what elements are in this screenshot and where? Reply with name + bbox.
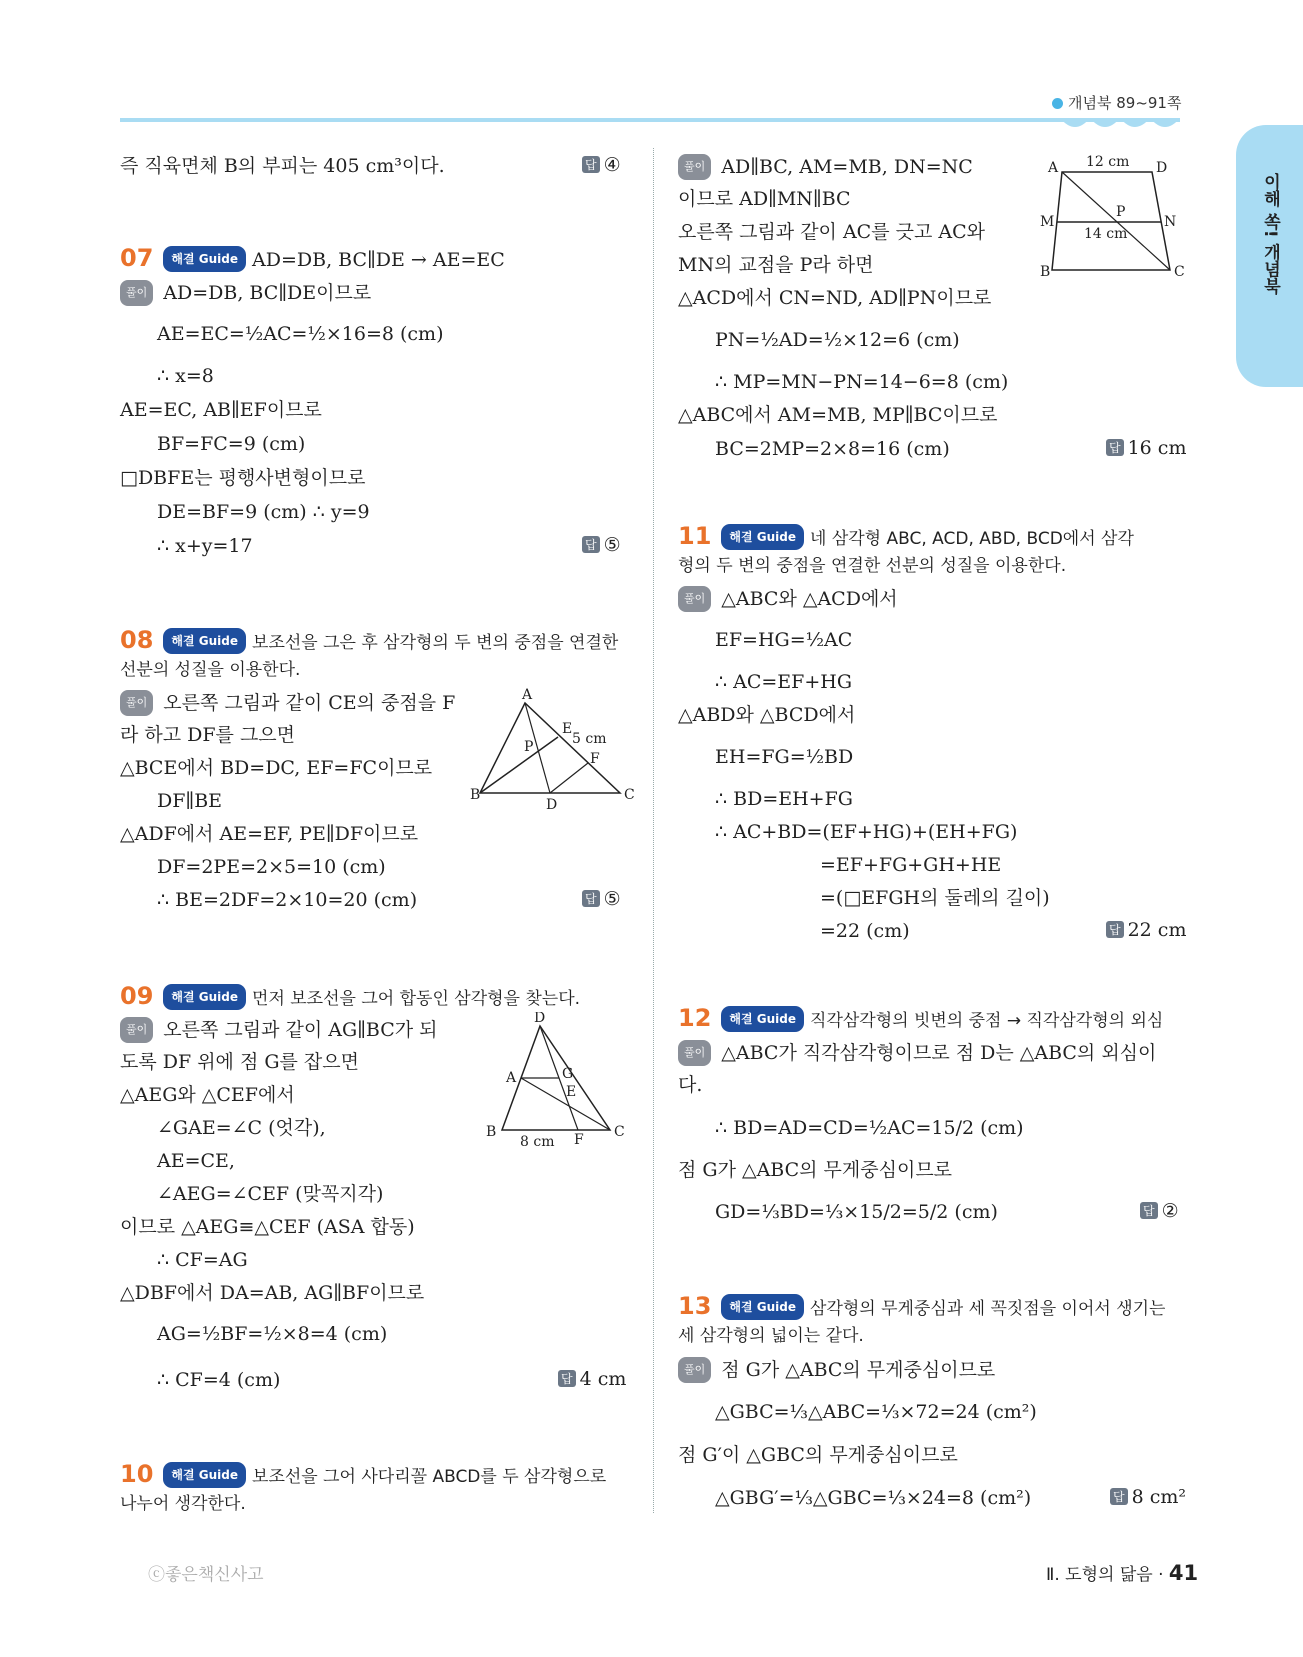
solution-line: 라 하고 DF를 그으면 — [120, 724, 296, 746]
solution-line: ∴ AC=EF+HG — [715, 671, 853, 693]
solution-line: ∠GAE=∠C (엇각), — [157, 1117, 326, 1139]
solution-line: AG=½BF=½×8=4 (cm) — [157, 1323, 388, 1345]
vertex-label: F — [590, 751, 600, 767]
answer-icon: 답 — [558, 1370, 576, 1387]
solution-line: △AEG와 △CEF에서 — [120, 1084, 295, 1106]
answer-icon: 답 — [582, 536, 600, 553]
solution-badge: 풀이 — [678, 1040, 711, 1066]
question-number: 13 — [678, 1292, 712, 1320]
answer-icon: 답 — [582, 156, 600, 173]
header-rule — [120, 118, 1180, 122]
vertex-label: D — [1156, 160, 1168, 176]
solution-line: ∴ BD=AD=CD=½AC=15/2 (cm) — [715, 1117, 1024, 1139]
solution-line: 도록 DF 위에 점 G를 잡으면 — [120, 1051, 359, 1073]
solution-line: ∴ MP=MN−PN=14−6=8 (cm) — [715, 371, 1009, 393]
solution-text: △ABC와 △ACD에서 — [721, 588, 898, 610]
answer-value: 16 cm — [1127, 437, 1187, 459]
solution-line: AE=EC=½AC=½×16=8 (cm) — [157, 323, 444, 345]
vertex-label: D — [546, 797, 558, 810]
solution-line: BF=FC=9 (cm) — [157, 433, 306, 455]
answer-icon: 답 — [1106, 921, 1124, 938]
solution-line: △BCE에서 BD=DC, EF=FC이므로 — [120, 757, 433, 779]
guide-text: AD=DB, BC∥DE → AE=EC — [252, 249, 505, 271]
solution-line — [678, 1040, 1156, 1066]
solution-line: △GBC=⅓△ABC=⅓×72=24 (cm²) — [715, 1401, 1037, 1423]
solution-badge: 풀이 — [678, 154, 711, 180]
solution-text: 오른쪽 그림과 같이 AG∥BC가 되 — [163, 1019, 438, 1041]
previous-conclusion: 즉 직육면체 B의 부피는 405 cm³이다. — [120, 155, 445, 177]
answer-11 — [1106, 919, 1186, 941]
question-12-header — [678, 1006, 1163, 1033]
solution-line: 점 G′이 △GBC의 무게중심이므로 — [678, 1444, 958, 1466]
solution-badge: 풀이 — [120, 690, 153, 716]
page-reference — [1052, 92, 1181, 113]
guide-text: 보조선을 그은 후 삼각형의 두 변의 중점을 연결한 — [252, 633, 619, 653]
vertex-label: A — [522, 687, 533, 703]
question-number: 10 — [120, 1460, 154, 1488]
solution-line: MN의 교점을 P라 하면 — [678, 254, 874, 276]
solution-line: EF=HG=½AC — [715, 629, 853, 651]
question-11-header — [678, 524, 1134, 551]
guide-text-cont: 세 삼각형의 넓이는 같다. — [678, 1326, 864, 1346]
figure-triangle-09 — [480, 1012, 640, 1152]
question-number: 12 — [678, 1004, 712, 1032]
solution-line: EH=FG=½BD — [715, 746, 854, 768]
solution-text: AD=DB, BC∥DE이므로 — [163, 282, 372, 304]
page-number: 41 — [1168, 1561, 1199, 1585]
solution-badge: 풀이 — [120, 1017, 153, 1043]
vertex-label: M — [1040, 214, 1055, 230]
solution-text: 점 G가 △ABC의 무게중심이므로 — [721, 1359, 996, 1381]
vertex-label: P — [1116, 204, 1126, 220]
solution-text: 오른쪽 그림과 같이 CE의 중점을 F — [163, 692, 456, 714]
vertex-label: G — [562, 1066, 574, 1082]
vertex-label: F — [574, 1132, 584, 1148]
vertex-label: E — [562, 721, 573, 737]
solution-line: □DBFE는 평행사변형이므로 — [120, 467, 366, 489]
solution-line: DE=BF=9 (cm) ∴ y=9 — [157, 501, 370, 523]
solution-badge: 풀이 — [120, 280, 153, 306]
solution-line: 다. — [678, 1074, 703, 1096]
solution-line: △GBG′=⅓△GBC=⅓×24=8 (cm²) — [715, 1487, 1032, 1509]
page-reference-text: 개념북 89~91쪽 — [1068, 94, 1182, 112]
vertex-label: B — [470, 787, 481, 803]
question-08-header — [120, 628, 618, 655]
vertex-label: B — [486, 1124, 497, 1140]
question-number: 09 — [120, 982, 154, 1010]
chapter-label: Ⅱ. 도형의 닮음 · — [1046, 1565, 1169, 1585]
length-label: 8 cm — [520, 1134, 555, 1150]
vertex-label: D — [534, 1012, 546, 1026]
length-label: 12 cm — [1086, 154, 1130, 170]
answer-value: 4 cm — [579, 1368, 627, 1390]
answer-09 — [558, 1368, 626, 1390]
solution-line — [678, 154, 973, 180]
vertex-label: C — [1174, 264, 1185, 280]
solution-line: PN=½AD=½×12=6 (cm) — [715, 329, 960, 351]
guide-badge: 해결 Guide — [163, 984, 246, 1010]
solution-line: 점 G가 △ABC의 무게중심이므로 — [678, 1159, 953, 1181]
bullet-dot-icon — [1052, 98, 1063, 109]
vertex-label: N — [1164, 214, 1177, 230]
question-number: 11 — [678, 522, 712, 550]
side-tab[interactable] — [1236, 125, 1303, 387]
answer-icon: 답 — [1140, 1202, 1158, 1219]
guide-text: 보조선을 그어 사다리꼴 ABCD를 두 삼각형으로 — [252, 1467, 607, 1487]
solution-line: ∴ BD=EH+FG — [715, 788, 853, 810]
solution-line: △ABC에서 AM=MB, MP∥BC이므로 — [678, 404, 998, 426]
solution-line: 이므로 AD∥MN∥BC — [678, 188, 851, 210]
question-07-header — [120, 246, 505, 272]
guide-badge: 해결 Guide — [163, 628, 246, 654]
solution-line — [678, 586, 898, 612]
question-13-header — [678, 1294, 1165, 1321]
solution-line: ∠AEG=∠CEF (맞꼭지각) — [157, 1183, 384, 1205]
page-footer — [1046, 1560, 1198, 1585]
answer-10 — [1106, 437, 1186, 459]
solution-line: 오른쪽 그림과 같이 AC를 긋고 AC와 — [678, 221, 985, 243]
guide-badge: 해결 Guide — [163, 246, 246, 272]
vertex-label: A — [506, 1070, 517, 1086]
guide-text: 삼각형의 무게중심과 세 꼭짓점을 이어서 생기는 — [810, 1299, 1166, 1319]
figure-trapezoid-10 — [1040, 150, 1190, 280]
answer-value: ⑤ — [603, 534, 621, 556]
answer-12 — [1140, 1200, 1179, 1222]
solution-line: 이므로 △AEG≡△CEF (ASA 합동) — [120, 1216, 415, 1238]
length-label: 5 cm — [572, 731, 607, 747]
question-10-header — [120, 1462, 606, 1489]
solution-line: ∴ x=8 — [157, 365, 214, 387]
solution-line: ∴ CF=AG — [157, 1249, 248, 1271]
solution-line: △DBF에서 DA=AB, AG∥BF이므로 — [120, 1282, 425, 1304]
answer-value: 8 cm² — [1131, 1486, 1186, 1508]
solution-text: △ABC가 직각삼각형이므로 점 D는 △ABC의 외심이 — [721, 1042, 1157, 1064]
solution-line: BC=2MP=2×8=16 (cm) — [715, 438, 950, 460]
guide-text-cont: 나누어 생각한다. — [120, 1494, 246, 1514]
question-number: 08 — [120, 626, 154, 654]
solution-line: DF=2PE=2×5=10 (cm) — [157, 856, 386, 878]
answer-07 — [582, 534, 621, 556]
header-wave-icon — [1060, 118, 1180, 136]
solution-line: =(□EFGH의 둘레의 길이) — [820, 887, 1050, 909]
solution-line: ∴ CF=4 (cm) — [157, 1369, 281, 1391]
side-tab-label: 이해 쏙! 개념북 — [1260, 173, 1280, 295]
answer-icon: 답 — [582, 890, 600, 907]
vertex-label: B — [1040, 264, 1051, 280]
length-label: 14 cm — [1084, 226, 1128, 242]
answer-icon: 답 — [1110, 1488, 1128, 1505]
question-09-header — [120, 984, 580, 1011]
answer-08 — [582, 888, 621, 910]
answer-icon: 답 — [1106, 439, 1124, 456]
guide-text: 네 삼각형 ABC, ACD, ABD, BCD에서 삼각 — [810, 529, 1134, 549]
answer-value: 22 cm — [1127, 919, 1187, 941]
solution-line: GD=⅓BD=⅓×15/2=5/2 (cm) — [715, 1201, 998, 1223]
solution-badge: 풀이 — [678, 1357, 711, 1383]
answer-13 — [1110, 1486, 1186, 1508]
vertex-label: C — [624, 787, 635, 803]
solution-line: =EF+FG+GH+HE — [820, 854, 1002, 876]
guide-text: 직각삼각형의 빗변의 중점 → 직각삼각형의 외심 — [810, 1011, 1164, 1031]
answer-value: ⑤ — [603, 888, 621, 910]
guide-badge: 해결 Guide — [721, 1006, 804, 1032]
publisher-credit: ⓒ좋은책신사고 — [148, 1565, 264, 1585]
guide-badge: 해결 Guide — [163, 1462, 246, 1488]
solution-line: △ABD와 △BCD에서 — [678, 704, 856, 726]
guide-badge: 해결 Guide — [721, 1294, 804, 1320]
solution-line: △ACD에서 CN=ND, AD∥PN이므로 — [678, 287, 992, 309]
answer-previous — [582, 154, 621, 176]
guide-text: 먼저 보조선을 그어 합동인 삼각형을 찾는다. — [252, 989, 581, 1009]
answer-value: ④ — [603, 154, 621, 176]
solution-line — [120, 690, 455, 716]
solution-line: =22 (cm) — [820, 920, 910, 942]
solution-line: ∴ AC+BD=(EF+HG)+(EH+FG) — [715, 821, 1018, 843]
solution-line — [678, 1357, 995, 1383]
solution-line: ∴ BE=2DF=2×10=20 (cm) — [157, 889, 418, 911]
vertex-label: C — [614, 1124, 625, 1140]
solution-line — [120, 1017, 438, 1043]
vertex-label: A — [1048, 160, 1059, 176]
guide-text-cont: 선분의 성질을 이용한다. — [120, 660, 301, 680]
solution-text: AD∥BC, AM=MB, DN=NC — [721, 156, 973, 178]
solution-line — [120, 280, 371, 306]
guide-text-cont: 형의 두 변의 중점을 연결한 선분의 성질을 이용한다. — [678, 556, 1067, 576]
answer-value: ② — [1161, 1200, 1179, 1222]
solution-line: ∴ x+y=17 — [157, 535, 253, 557]
solution-line: △ADF에서 AE=EF, PE∥DF이므로 — [120, 823, 419, 845]
vertex-label: E — [566, 1084, 577, 1100]
solution-badge: 풀이 — [678, 586, 711, 612]
vertex-label: P — [524, 739, 534, 755]
question-number: 07 — [120, 244, 154, 272]
solution-line: AE=CE, — [157, 1150, 235, 1172]
solution-line: AE=EC, AB∥EF이므로 — [120, 399, 322, 421]
solution-line: DF∥BE — [157, 790, 223, 812]
column-divider — [653, 148, 654, 1513]
figure-triangle-08 — [470, 685, 640, 810]
guide-badge: 해결 Guide — [721, 524, 804, 550]
